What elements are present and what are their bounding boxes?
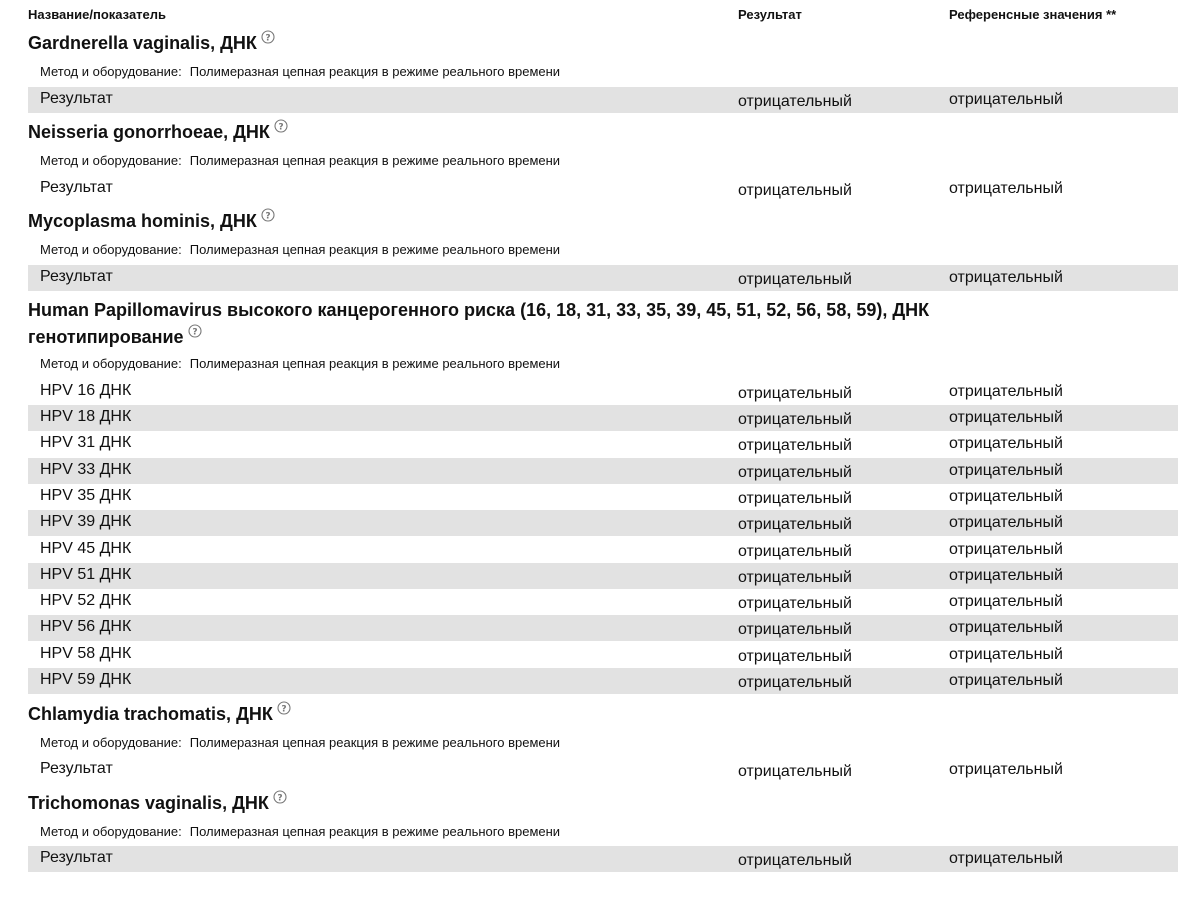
table-row	[28, 615, 1178, 641]
table-row	[28, 668, 1178, 694]
row-result: отрицательный	[738, 852, 852, 869]
row-reference: отрицательный	[949, 761, 1063, 778]
table-row	[28, 265, 1178, 291]
row-result: отрицательный	[738, 464, 852, 481]
row-result: отрицательный	[738, 271, 852, 288]
row-reference: отрицательный	[949, 567, 1063, 584]
row-name: Результат	[40, 268, 113, 285]
help-circle-icon[interactable]	[261, 30, 275, 44]
section-title-text: Trichomonas vaginalis, ДНК	[28, 793, 269, 813]
row-result: отрицательный	[738, 437, 852, 454]
help-circle-icon[interactable]	[261, 208, 275, 222]
row-reference: отрицательный	[949, 269, 1063, 286]
table-row	[28, 757, 1178, 783]
header-result: Результат	[738, 7, 802, 22]
method-label: Метод и оборудование:	[40, 356, 182, 371]
row-reference: отрицательный	[949, 180, 1063, 197]
table-header	[0, 0, 1200, 32]
table-row	[28, 537, 1178, 563]
section-title	[28, 30, 275, 57]
section-title	[28, 701, 291, 728]
method-label: Метод и оборудование:	[40, 64, 182, 79]
method-label: Метод и оборудование:	[40, 824, 182, 839]
row-name: HPV 59 ДНК	[40, 671, 132, 688]
row-reference: отрицательный	[949, 646, 1063, 663]
method-line	[40, 356, 560, 371]
row-result: отрицательный	[738, 569, 852, 586]
row-result: отрицательный	[738, 763, 852, 780]
svg-text:?: ?	[191, 327, 198, 338]
svg-text:?: ?	[278, 122, 284, 133]
row-name: HPV 51 ДНК	[40, 566, 132, 583]
table-row	[28, 510, 1178, 536]
method-line	[40, 242, 560, 257]
row-result: отрицательный	[738, 182, 852, 199]
svg-text:?: ?	[281, 704, 287, 715]
row-reference: отрицательный	[949, 435, 1063, 452]
table-row	[28, 431, 1178, 457]
method-line	[40, 735, 560, 750]
row-reference: отрицательный	[949, 488, 1063, 505]
row-reference: отрицательный	[949, 850, 1063, 867]
row-result: отрицательный	[738, 516, 852, 533]
table-row	[28, 87, 1178, 113]
table-row	[28, 458, 1178, 484]
row-name: HPV 31 ДНК	[40, 434, 132, 451]
table-row	[28, 563, 1178, 589]
section-title	[28, 208, 275, 235]
help-circle-icon[interactable]	[274, 119, 288, 133]
method-label: Метод и оборудование:	[40, 242, 182, 257]
table-row	[28, 846, 1178, 872]
row-result: отрицательный	[738, 621, 852, 638]
table-row	[28, 379, 1178, 405]
row-name: HPV 56 ДНК	[40, 618, 132, 635]
svg-text:?: ?	[265, 33, 271, 44]
row-result: отрицательный	[738, 648, 852, 665]
row-reference: отрицательный	[949, 541, 1063, 558]
row-name: HPV 16 ДНК	[40, 382, 132, 399]
row-reference: отрицательный	[949, 514, 1063, 531]
method-value: Полимеразная цепная реакция в режиме реального времени	[189, 824, 561, 839]
row-reference: отрицательный	[949, 409, 1063, 426]
row-result: отрицательный	[738, 543, 852, 560]
section-title-text: Chlamydia trachomatis, ДНК	[28, 704, 273, 724]
row-result: отрицательный	[738, 595, 852, 612]
method-line	[40, 824, 560, 839]
row-name: HPV 33 ДНК	[40, 461, 132, 478]
row-name: HPV 58 ДНК	[40, 645, 132, 662]
help-circle-icon[interactable]	[277, 701, 291, 715]
row-reference: отрицательный	[949, 462, 1063, 479]
svg-text:?: ?	[265, 211, 271, 222]
row-result: отрицательный	[738, 490, 852, 507]
section-title-text: Human Papillomavirus высокого канцерогенного риска (16, 18, 31, 33, 35, 39, 45, 51, 52, 56, 58, 59), ДНК генотипирование	[28, 300, 930, 347]
section-title	[28, 119, 288, 146]
row-reference: отрицательный	[949, 593, 1063, 610]
row-reference: отрицательный	[949, 672, 1063, 689]
section-title	[28, 790, 287, 817]
method-value: Полимеразная цепная реакция в режиме реального времени	[189, 153, 561, 168]
row-reference: отрицательный	[949, 619, 1063, 636]
row-reference: отрицательный	[949, 383, 1063, 400]
section-title	[28, 297, 1038, 351]
method-value: Полимеразная цепная реакция в режиме реального времени	[189, 242, 561, 257]
header-name: Название/показатель	[28, 7, 167, 22]
row-reference: отрицательный	[949, 91, 1063, 108]
method-label: Метод и оборудование:	[40, 153, 182, 168]
section-title-text: Gardnerella vaginalis, ДНК	[28, 33, 257, 53]
row-name: Результат	[40, 760, 113, 777]
row-name: HPV 18 ДНК	[40, 408, 132, 425]
svg-text:?: ?	[277, 793, 283, 804]
row-result: отрицательный	[738, 93, 852, 110]
section-title-text: Mycoplasma hominis, ДНК	[28, 211, 257, 231]
help-circle-icon[interactable]	[188, 324, 202, 338]
row-name: Результат	[40, 849, 113, 866]
method-line	[40, 153, 560, 168]
table-row	[28, 405, 1178, 431]
method-line	[40, 64, 560, 79]
row-result: отрицательный	[738, 385, 852, 402]
row-name: HPV 35 ДНК	[40, 487, 132, 504]
row-name: Результат	[40, 179, 113, 196]
row-name: Результат	[40, 90, 113, 107]
row-name: HPV 52 ДНК	[40, 592, 132, 609]
method-value: Полимеразная цепная реакция в режиме реального времени	[189, 356, 561, 371]
row-result: отрицательный	[738, 674, 852, 691]
table-row	[28, 589, 1178, 615]
table-row	[28, 484, 1178, 510]
help-circle-icon[interactable]	[273, 790, 287, 804]
table-row	[28, 176, 1178, 202]
row-result: отрицательный	[738, 411, 852, 428]
method-label: Метод и оборудование:	[40, 735, 182, 750]
header-reference: Референсные значения **	[949, 7, 1117, 22]
table-row	[28, 642, 1178, 668]
method-value: Полимеразная цепная реакция в режиме реального времени	[189, 735, 561, 750]
method-value: Полимеразная цепная реакция в режиме реального времени	[189, 64, 561, 79]
row-name: HPV 39 ДНК	[40, 513, 132, 530]
section-title-text: Neisseria gonorrhoeae, ДНК	[28, 122, 270, 142]
row-name: HPV 45 ДНК	[40, 540, 132, 557]
